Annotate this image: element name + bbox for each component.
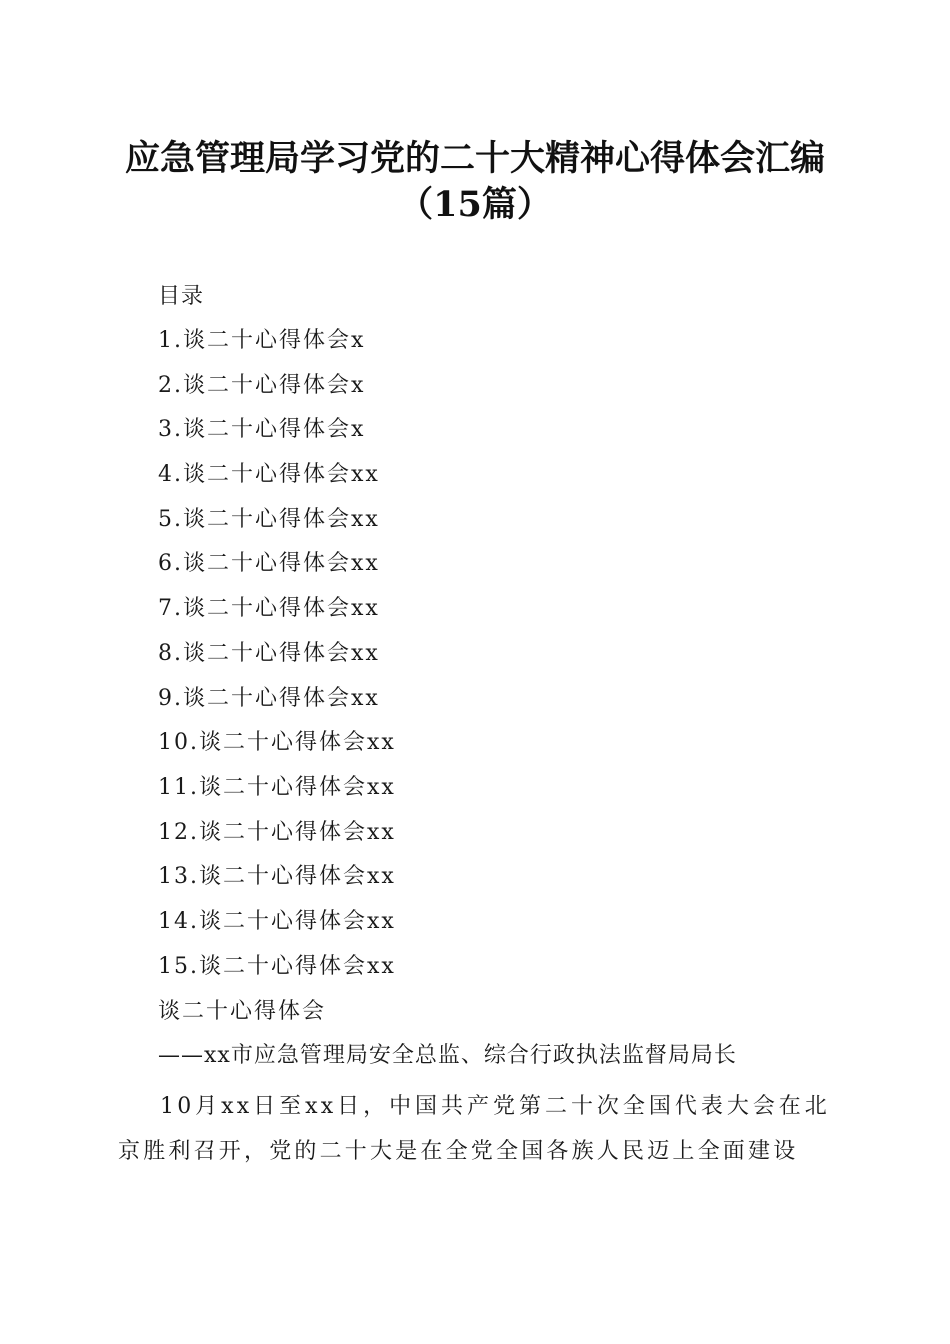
toc-item: 4.谈二十心得体会xx <box>158 462 380 488</box>
article-title: 谈二十心得体会 <box>158 999 327 1024</box>
toc-item: 1.谈二十心得体会x <box>158 328 366 353</box>
toc-item: 7.谈二十心得体会xx <box>158 596 380 622</box>
toc-item: 3.谈二十心得体会x <box>158 417 366 443</box>
table-of-contents <box>158 325 396 995</box>
toc-item: 9.谈二十心得体会xx <box>158 685 380 711</box>
toc-item: 10.谈二十心得体会xx <box>158 730 396 756</box>
document-title: 应急管理局学习党的二十大精神心得体会汇编 <box>124 138 825 179</box>
toc-heading: 目录 <box>158 284 205 309</box>
toc-item: 8.谈二十心得体会xx <box>158 640 380 666</box>
toc-item: 11.谈二十心得体会xx <box>158 774 396 800</box>
article-author: ——xx市应急管理局安全总监、综合行政执法监督局局长 <box>158 1043 737 1068</box>
toc-item: 15.谈二十心得体会xx <box>158 953 396 979</box>
document-title-count: （15篇） <box>398 184 552 225</box>
toc-item: 5.谈二十心得体会xx <box>158 506 380 532</box>
toc-item: 2.谈二十心得体会x <box>158 372 366 398</box>
article-paragraph: 10月xx日至xx日，中国共产党第二十次全国代表大会在北京胜利召开，党的二十大是在全党全国各族人民迈上全面建设 <box>118 1094 830 1164</box>
toc-item: 13.谈二十心得体会xx <box>158 864 396 890</box>
toc-item: 6.谈二十心得体会xx <box>158 551 380 577</box>
toc-item: 14.谈二十心得体会xx <box>158 908 396 934</box>
toc-item: 12.谈二十心得体会xx <box>158 819 396 845</box>
